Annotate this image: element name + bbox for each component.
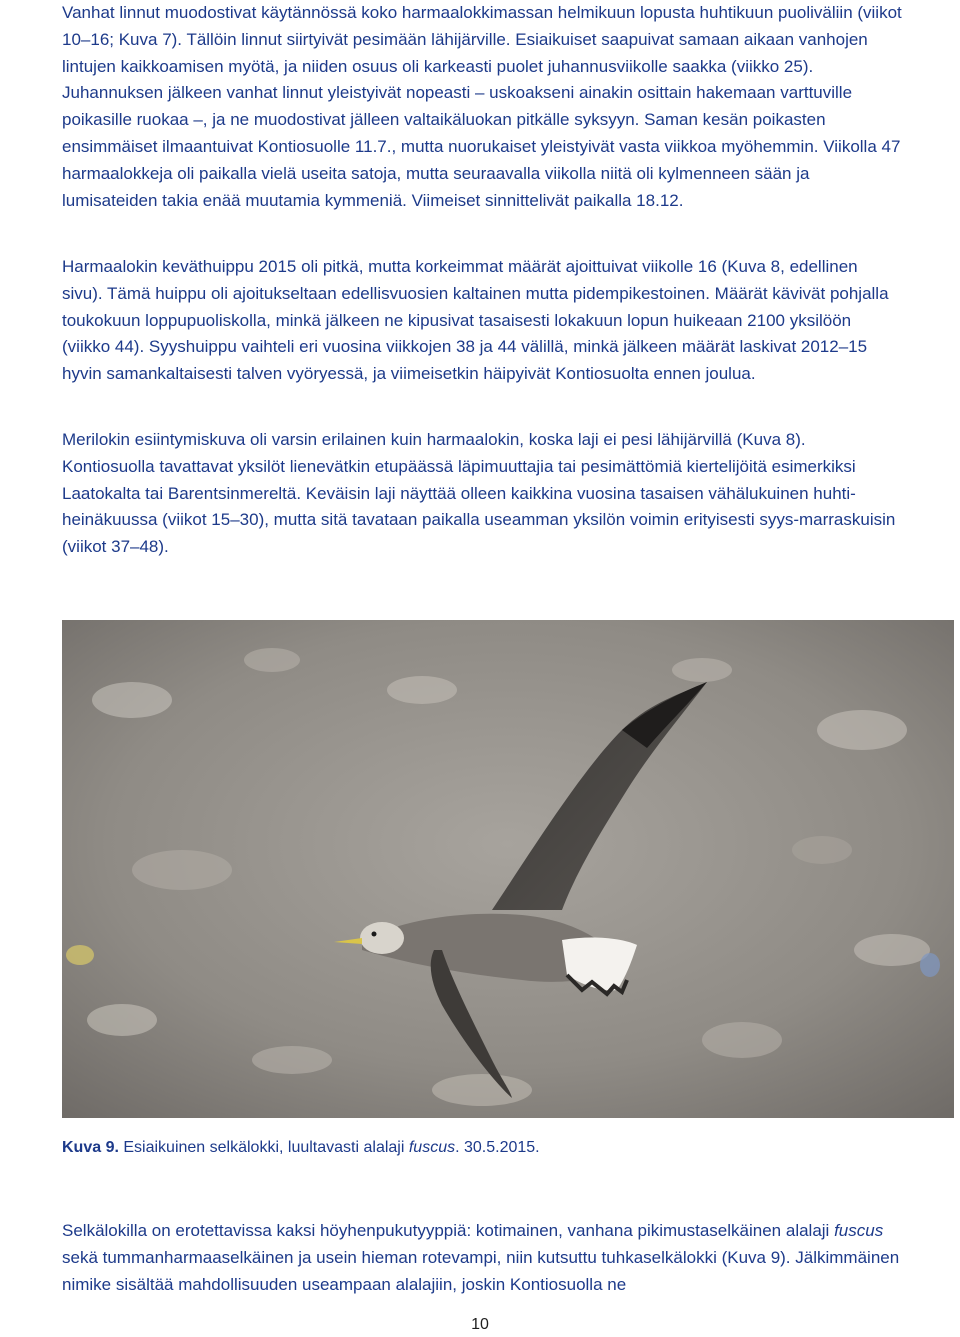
gull-photo bbox=[62, 620, 954, 1118]
paragraph-great-black-backed-gull: Merilokin esiintymiskuva oli varsin erilainen kuin harmaalokin, koska laji ei pesi lähijärvillä (Kuva 8). Kontiosuolla tavattavat yksilöt lienevätkin etupäässä läpimuuttajia tai pesimättömiä kiertelijöitä esimerkiksi Laatokalta tai Barentsinmereltä. Keväisin laji näyttää olleen kaikkina vuosina tasaisen vähälukuinen huhti-heinäkuussa (viikot 15‒30), mutta sitä tavataan paikalla useamman yksilön voimin erityisesti syys-marraskuisin (viikot 37‒48). bbox=[62, 430, 896, 557]
last-para-part1: Selkälokilla on erotettavissa kaksi höyhenpukutyyppiä: kotimainen, vanhana pikimustaselkäinen alalaji bbox=[62, 1221, 835, 1240]
paragraph-lesser-black-backed-gull bbox=[62, 1218, 902, 1298]
page-number: 10 bbox=[471, 1316, 489, 1333]
blue-blur-spot bbox=[920, 953, 940, 977]
gull-illustration bbox=[62, 620, 954, 1118]
last-para-part2: sekä tummanharmaaselkäinen ja usein hieman rotevampi, niin kutsuttu tuhkaselkälokki (Kuva 9). Jälkimmäinen nimike sisältää mahdollisuuden useampaan alalajiin, joskin Kontiosuolla ne bbox=[62, 1247, 900, 1294]
caption-italic-subspecies: fuscus bbox=[408, 1139, 456, 1156]
paragraph-herring-gull-age-classes: Vanhat linnut muodostivat käytännössä koko harmaalokkimassan helmikuun lopusta huhtikuun puoliväliin (viikot 10‒16; Kuva 7). Tällöin linnut siirtyivät pesimään lähijärville. Esiaikuiset saapuivat samaan aikaan vanhojen lintujen kaikkoamisen myötä, ja niiden osuus oli karkeasti puolet juhannusviikolle saakka (viikko 25). Juhannuksen jälkeen vanhat linnut yleistyivät nopeasti – uskoakseni ainakin osittain hakemaan varttuville poikasille ruokaa –, ja ne muodostivat jälleen valtaikäluokan pitkälle syksyyn. Saman kesän poikasten ensimmäiset ilmaantuivat Kontiosuolle 11.7., mutta nuorukaiset yleistyivät vasta viikkoa myöhemmin. Viikolla 47 harmaalokkeja oli paikalla vielä useita satoja, mutta seuraavalla viikolla niitä oli kylmenneen sään ja lumisateiden takia enää muutamia kymmeniä. Viimeiset sinnittelivät paikalla 18.12. bbox=[62, 3, 902, 210]
last-para-italic-subspecies: fuscus bbox=[834, 1221, 884, 1240]
caption-text-after: . 30.5.2015. bbox=[455, 1139, 540, 1156]
figure-caption bbox=[62, 1136, 902, 1160]
gull-eye bbox=[372, 932, 377, 937]
caption-label: Kuva 9. bbox=[62, 1139, 119, 1156]
paragraph-herring-gull-peaks: Harmaalokin keväthuippu 2015 oli pitkä, mutta korkeimmat määrät ajoittuivat viikolle 16 (Kuva 8, edellinen sivu). Tämä huippu oli ajoitukseltaan edellisvuosien kaltainen mutta pidempikestoinen. Määrät kävivät pohjalla toukokuun loppupuoliskolla, minkä jälkeen ne kipusivat tasaisesti lokakuun lopun huikeaan 2100 yksilöön (viikko 44). Syyshuippu vaihteli eri vuosina viikkojen 38 ja 44 välillä, minkä jälkeen määrät laskivat 2012‒15 hyvin samankaltaisesti talven vyöryessä, ja viimeisetkin häipyivät Kontiosuolta ennen joulua. bbox=[62, 257, 889, 384]
caption-text-before: Esiaikuinen selkälokki, luultavasti alalaji bbox=[118, 1139, 409, 1156]
yellow-blur-spot bbox=[66, 945, 94, 965]
gull-head bbox=[360, 922, 404, 954]
